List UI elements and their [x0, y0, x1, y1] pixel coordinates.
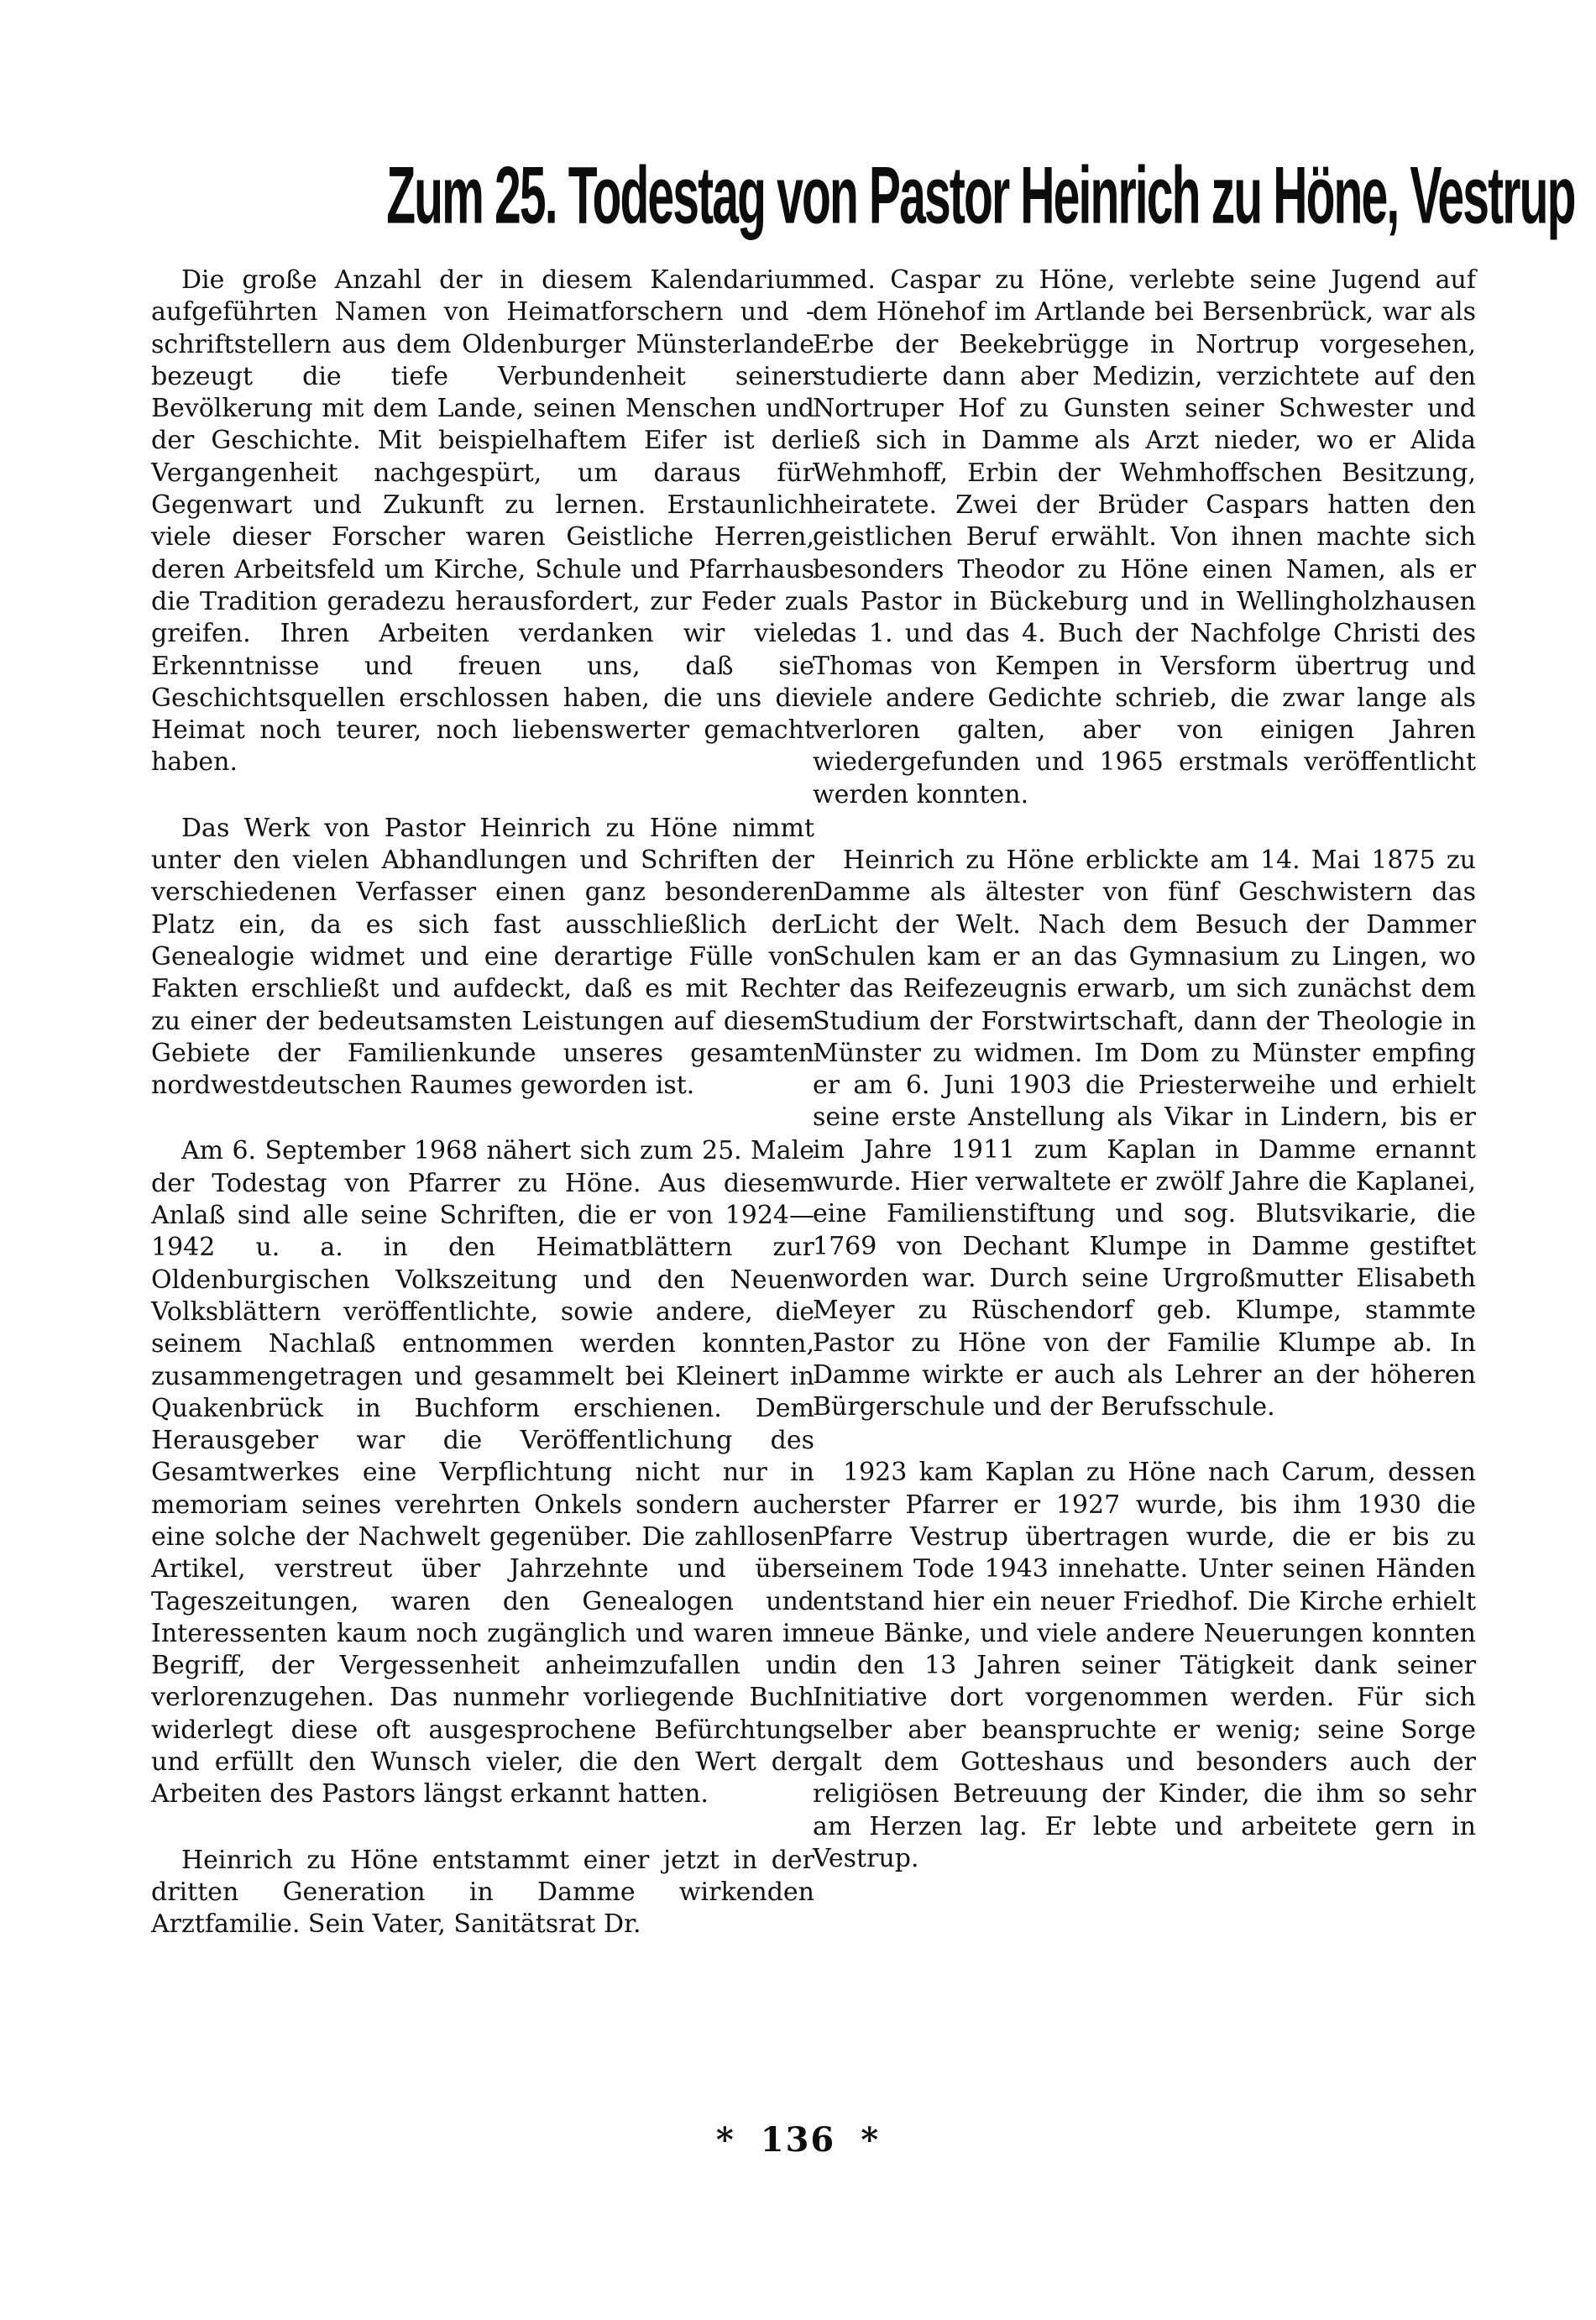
paragraph-family: Heinrich zu Höne entstammt einer jetzt in der dritten Generation in Damme wirkenden Arztfamilie. Sein Vater, Sanitätsrat Dr.: [151, 1845, 814, 1940]
paragraph-work: Das Werk von Pastor Heinrich zu Höne nimmt unter den vielen Abhandlungen und Schriften der verschiedenen Verfasser einen ganz besonderen Platz ein, da es sich fast ausschließlich der Genealogie widmet und eine derartige Fülle von Fakten erschließt und aufdeckt, daß es mit Recht zu einer der bedeutsamsten Leistungen auf diesem Gebiete der Familienkunde unseres gesamten nordwestdeutschen Raumes geworden ist.: [151, 813, 814, 1101]
page-number: 136: [760, 2120, 836, 2160]
paragraph-father: med. Caspar zu Höne, verlebte seine Jugend auf dem Hönehof im Artlande bei Bersenbrück, war als Erbe der Beekebrügge in Nortrup vorgesehen, studierte dann aber Medizin, verzichtete auf den Nortruper Hof zu Gunsten seiner Schwester und ließ sich in Damme als Arzt nieder, wo er Alida Wehmhoff, Erbin der Wehmhoffschen Besitzung, heiratete. Zwei der Brüder Caspars hatten den geistlichen Beruf erwählt. Von ihnen machte sich besonders Theodor zu Höne einen Namen, als er als Pastor in Bückeburg und in Wellingholzhausen das 1. und das 4. Buch der Nachfolge Christi des Thomas von Kempen in Versform übertrug und viele andere Gedichte schrieb, die zwar lange als verloren galten, aber von einigen Jahren wiedergefunden und 1965 erstmals veröffentlicht werden konnten.: [813, 265, 1476, 809]
left-column: [151, 264, 814, 1975]
right-column: [813, 264, 1476, 1909]
paragraph-vestrup: 1923 kam Kaplan zu Höne nach Carum, dessen erster Pfarrer er 1927 wurde, bis ihm 1930 die Pfarre Vestrup übertragen wurde, die er bis zu seinem Tode 1943 innehatte. Unter seinen Händen entstand hier ein neuer Friedhof. Die Kirche erhielt neue Bänke, und viele andere Neuerungen konnten in den 13 Jahren seiner Tätigkeit dank seiner Initiative dort vorgenommen werden. Für sich selber aber beanspruchte er wenig; seine Sorge galt dem Gotteshaus und besonders auch der religiösen Betreuung der Kinder, die ihm so sehr am Herzen lag. Er lebte und arbeitete gern in Vestrup.: [813, 1458, 1476, 1873]
star-ornament-left: *: [715, 2120, 735, 2160]
paragraph-intro: Die große Anzahl der in diesem Kalendarium aufgeführten Namen von Heimatforschern und -schriftstellern aus dem Oldenburger Münsterlande bezeugt die tiefe Verbundenheit seiner Bevölkerung mit dem Lande, seinen Menschen und der Geschichte. Mit beispielhaftem Eifer ist der Vergangenheit nachgespürt, um daraus für Gegenwart und Zukunft zu lernen. Erstaunlich viele dieser Forscher waren Geistliche Herren, deren Arbeitsfeld um Kirche, Schule und Pfarrhaus die Tradition geradezu herausfordert, zur Feder zu greifen. Ihren Arbeiten verdanken wir viele Erkenntnisse und freuen uns, daß sie Geschichtsquellen erschlossen haben, die uns die Heimat noch teurer, noch liebenswerter gemacht haben.: [151, 265, 814, 778]
article-title: Zum 25. Todestag von Pastor Heinrich zu Höne, Vestrup: [386, 150, 1575, 241]
page-footer: [0, 2120, 1596, 2160]
star-ornament-right: *: [861, 2120, 881, 2160]
paragraph-anniversary: Am 6. September 1968 nähert sich zum 25. Male der Todestag von Pfarrer zu Höne. Aus diesem Anlaß sind alle seine Schriften, die er von 1924—1942 u. a. in den Heimatblättern zur Oldenburgischen Volkszeitung und den Neuen Volksblättern veröffentlichte, sowie andere, die seinem Nachlaß entnommen werden konnten, zusammengetragen und gesammelt bei Kleinert in Quakenbrück in Buchform erschienen. Dem Herausgeber war die Veröffentlichung des Gesamtwerkes eine Verpflichtung nicht nur in memoriam seines verehrten Onkels sondern auch eine solche der Nachwelt gegenüber. Die zahllosen Artikel, verstreut über Jahrzehnte und über Tageszeitungen, waren den Genealogen und Interessenten kaum noch zugänglich und waren im Begriff, der Vergessenheit anheimzufallen und verlorenzugehen. Das nunmehr vorliegende Buch widerlegt diese oft ausgesprochene Befürchtung und erfüllt den Wunsch vieler, die den Wert der Arbeiten des Pastors längst erkannt hatten.: [151, 1136, 814, 1809]
paragraph-biography: Heinrich zu Höne erblickte am 14. Mai 1875 zu Damme als ältester von fünf Geschwistern das Licht der Welt. Nach dem Besuch der Dammer Schulen kam er an das Gymnasium zu Lingen, wo er das Reifezeugnis erwarb, um sich zunächst dem Studium der Forstwirtschaft, dann der Theologie in Münster zu widmen. Im Dom zu Münster empfing er am 6. Juni 1903 die Priesterweihe und erhielt seine erste Anstellung als Vikar in Lindern, bis er im Jahre 1911 zum Kaplan in Damme ernannt wurde. Hier verwaltete er zwölf Jahre die Kaplanei, eine Familienstiftung und sog. Blutsvikarie, die 1769 von Dechant Klumpe in Damme gestiftet worden war. Durch seine Urgroßmutter Elisabeth Meyer zu Rüschendorf geb. Klumpe, stammte Pastor zu Höne von der Familie Klumpe ab. In Damme wirkte er auch als Lehrer an der höheren Bürgerschule und der Berufsschule.: [813, 846, 1476, 1422]
